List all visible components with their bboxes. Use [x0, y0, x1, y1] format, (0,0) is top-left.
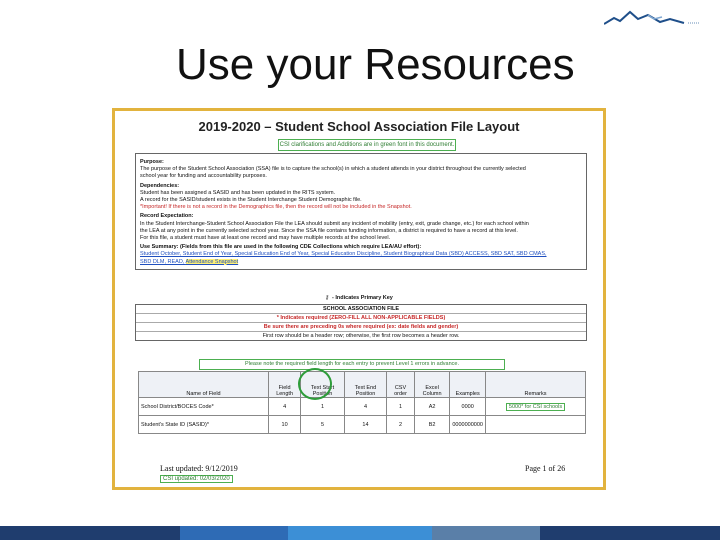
- csv-order: 2: [387, 416, 415, 434]
- bar-segment: [0, 526, 180, 540]
- field-name: School District/BOCES Code*: [139, 398, 269, 416]
- ssa-zero-note: Be sure there are preceding 0s where required (ex: date fields and gender): [136, 323, 586, 332]
- col-header: CSV order: [387, 372, 415, 398]
- ssa-header-row-note: First row should be a header row; otherwise, the first row becomes a header row.: [262, 333, 460, 339]
- slide-title: Use your Resources: [176, 40, 575, 89]
- bottom-color-bar: [0, 526, 720, 540]
- col-header: Name of Field: [139, 372, 269, 398]
- bar-segment: [432, 526, 540, 540]
- ssa-header-box: [135, 304, 587, 341]
- col-header: Remarks: [486, 372, 586, 398]
- text-end: 4: [344, 398, 386, 416]
- primary-key-legend: [325, 295, 393, 301]
- remarks: [486, 398, 586, 416]
- mountain-logo-icon: [604, 10, 700, 26]
- key-icon: ⚷: [325, 295, 330, 301]
- bar-segment: [540, 526, 720, 540]
- example: 0000000000: [450, 416, 486, 434]
- excel-column: B2: [414, 416, 450, 434]
- col-header: Excel Column: [414, 372, 450, 398]
- text-start: 1: [301, 398, 345, 416]
- primary-key-label: - Indicates Primary Key: [332, 295, 393, 301]
- col-header: Field Length: [269, 372, 301, 398]
- field-name: Student's State ID (SASID)*: [139, 416, 269, 434]
- record-text: the LEA at any point in the currently selected school year. Since the SSA file contains funding information, a district is required to have a record at this level.: [140, 227, 518, 234]
- last-updated: Last updated: 9/12/2019: [160, 464, 238, 473]
- text-end: 14: [344, 416, 386, 434]
- attendance-snapshot-link[interactable]: Attendance Snapshot: [185, 258, 239, 265]
- field-length: 10: [269, 416, 301, 434]
- bar-segment: [180, 526, 288, 540]
- csi-updated: CSI updated: 02/03/2020: [160, 475, 233, 483]
- purpose-text: The purpose of the Student School Association (SSA) file is to capture the school(s) in which a student attends in your district throughout the currently selected: [140, 166, 526, 173]
- field-length: 4: [269, 398, 301, 416]
- use-summary-links[interactable]: SBD DLM, READ,: [140, 258, 186, 265]
- text-start: 5: [301, 416, 345, 434]
- csi-note: CSI clarifications and Additions are in green font in this document.: [278, 139, 456, 151]
- use-summary-links[interactable]: Student October, Student End of Year, Special Education End of Year, Special Education Discipline, Student Biographical Data (SBD) ACCESS, SBD SAT, SBD CMAS,: [140, 251, 547, 258]
- record-text: In the Student Interchange-Student School Association File the LEA should submit any incident of mobility (entry, exit, grade change, etc.) for each school within: [140, 220, 529, 227]
- info-section: [135, 153, 587, 270]
- col-header: Text Start Position: [301, 372, 345, 398]
- page-number: Page 1 of 26: [525, 464, 566, 473]
- example: 0000: [450, 398, 486, 416]
- bar-segment: [288, 526, 432, 540]
- col-header: Text End Position: [344, 372, 386, 398]
- field-length-highlight-circle: [298, 368, 332, 400]
- document-screenshot: [112, 108, 606, 490]
- record-text: For this file, a student must have at least one record and may have multiple records at the school level.: [140, 235, 391, 242]
- use-summary-heading: Use Summary: (Fields from this file are used in the following CDE Collections which require LEA/AU effort):: [140, 244, 422, 251]
- remarks-text: 5000* for CSI schools: [506, 403, 565, 411]
- dependencies-heading: Dependencies:: [140, 182, 180, 189]
- table-row: [139, 398, 586, 416]
- purpose-text: school year for funding and accountability purposes.: [140, 173, 267, 180]
- record-heading: Record Expectation:: [140, 213, 194, 220]
- table-row: [139, 416, 586, 434]
- col-header: Examples: [450, 372, 486, 398]
- document-title: 2019-2020 – Student School Association File Layout: [198, 119, 520, 134]
- excel-column: A2: [414, 398, 450, 416]
- field-length-note: Please note the required field length for each entry to prevent Level 1 errors in advance.: [199, 359, 505, 370]
- purpose-heading: Purpose:: [140, 159, 164, 165]
- csv-order: 1: [387, 398, 415, 416]
- ssa-title: SCHOOL ASSOCIATION FILE: [136, 305, 586, 314]
- dependencies-warning: *Important! If there is not a record in the Demographics file, then the record will not be included in the Snapshot.: [140, 204, 412, 211]
- dependencies-text: A record for the SASID/student exists in the Student Interchange Student Demographic file.: [140, 197, 362, 204]
- fields-table: [138, 371, 586, 434]
- ssa-required-note: * Indicates required (ZERO-FILL ALL NON-APPLICABLE FIELDS): [136, 314, 586, 323]
- dependencies-text: Student has been assigned a SASID and has been updated in the RITS system.: [140, 189, 336, 196]
- remarks: [486, 416, 586, 434]
